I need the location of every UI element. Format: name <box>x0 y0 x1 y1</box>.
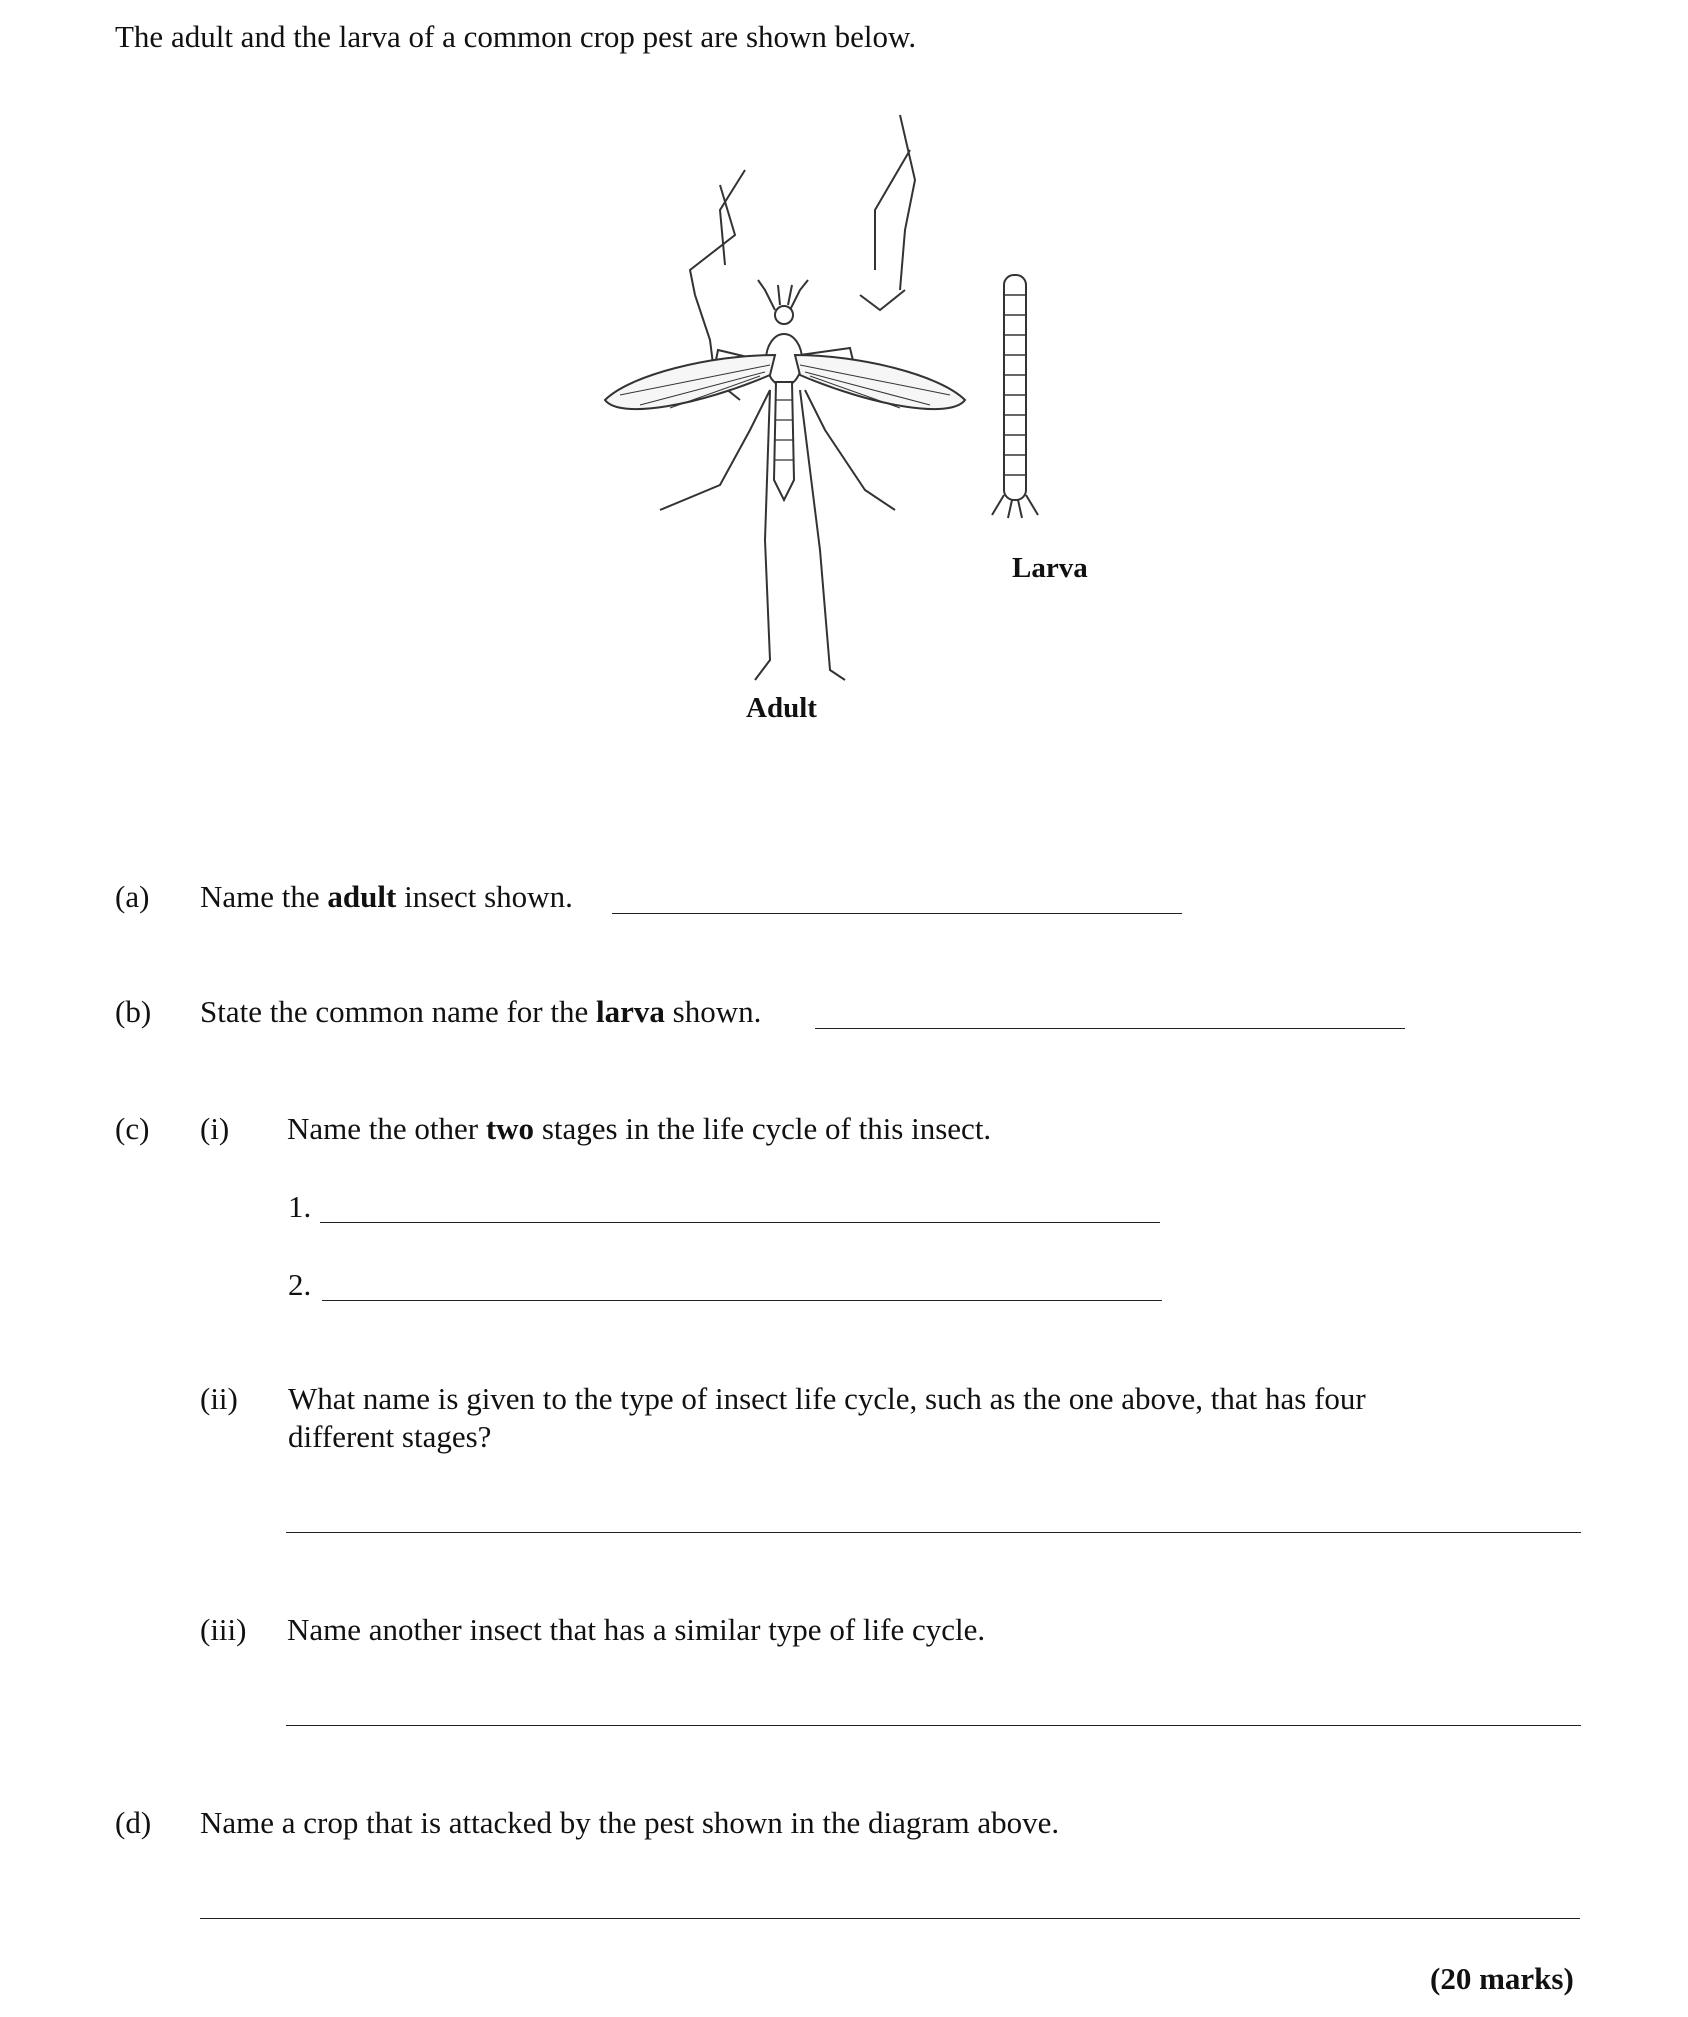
crane-fly-adult-icon <box>605 115 965 680</box>
intro-text: The adult and the larva of a common crop pest are shown below. <box>115 19 917 54</box>
answer-line-d[interactable] <box>200 1918 1580 1919</box>
question-b-text: State the common name for the larva shown. <box>200 994 762 1029</box>
question-a-number: (a) <box>115 879 150 914</box>
answer-label-1: 1. <box>288 1189 312 1224</box>
answer-line-c-i-2[interactable] <box>322 1300 1162 1301</box>
answer-line-c-ii[interactable] <box>286 1532 1581 1533</box>
leatherjacket-larva-icon <box>992 275 1038 518</box>
answer-line-b[interactable] <box>815 1028 1405 1029</box>
question-c-ii-number: (ii) <box>200 1381 238 1416</box>
question-c-ii-line2: different stages? <box>288 1419 492 1454</box>
adult-label: Adult <box>746 692 817 724</box>
question-c-i-number: (i) <box>200 1111 230 1146</box>
total-marks: (20 marks) <box>1430 1961 1574 1996</box>
question-c-iii-number: (iii) <box>200 1612 247 1647</box>
question-c-iii-text: Name another insect that has a similar type of life cycle. <box>287 1612 986 1647</box>
question-b-number: (b) <box>115 994 152 1029</box>
answer-label-2: 2. <box>288 1267 312 1302</box>
answer-line-c-i-1[interactable] <box>320 1222 1160 1223</box>
answer-line-c-iii[interactable] <box>286 1725 1581 1726</box>
question-c-number: (c) <box>115 1111 150 1146</box>
question-d-text: Name a crop that is attacked by the pest shown in the diagram above. <box>200 1805 1060 1840</box>
larva-label: Larva <box>1012 552 1088 584</box>
question-a-text: Name the adult insect shown. <box>200 879 573 914</box>
pest-diagram <box>560 90 1120 740</box>
question-c-ii-line1: What name is given to the type of insect life cycle, such as the one above, that has four <box>288 1381 1366 1416</box>
question-d-number: (d) <box>115 1805 152 1840</box>
answer-line-a[interactable] <box>612 913 1182 914</box>
question-c-i-text: Name the other two stages in the life cycle of this insect. <box>287 1111 992 1146</box>
